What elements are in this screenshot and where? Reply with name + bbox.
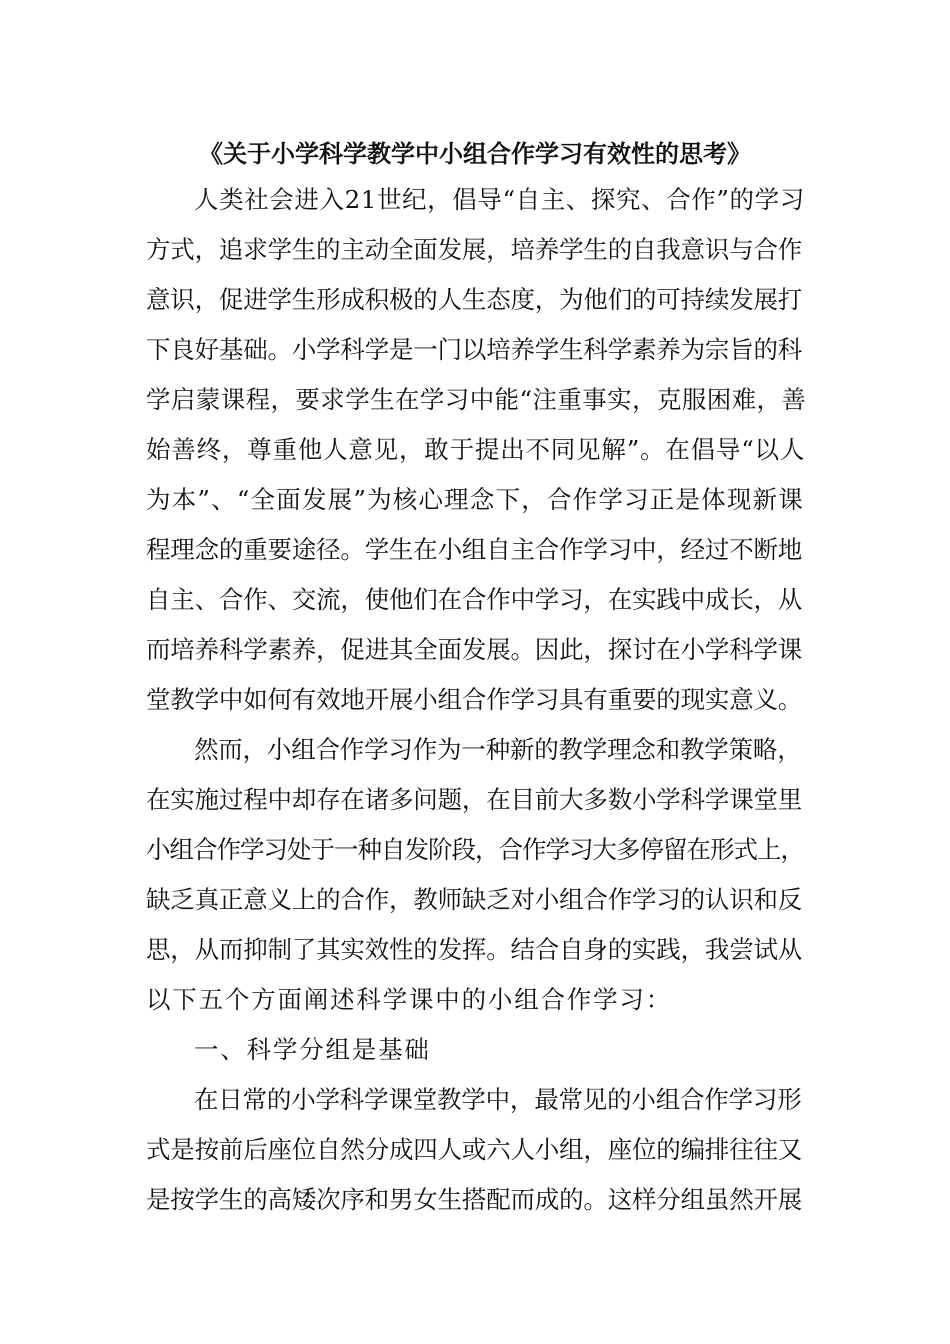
paragraph-line: 为本”、“全面发展”为核心理念下，合作学习正是体现新课: [146, 485, 804, 514]
paragraph-line: 程理念的重要途径。学生在小组自主合作学习中，经过不断地: [146, 535, 803, 564]
document-title: 《关于小学科学教学中小组合作学习有效性的思考》: [199, 139, 751, 168]
paragraph-line: 下良好基础。小学科学是一门以培养学生科学素养为宗旨的科: [146, 335, 803, 364]
paragraph-line: 式是按前后座位自然分成四人或六人小组，座位的编排往往又: [146, 1135, 803, 1164]
paragraph-line: 方式，追求学生的主动全面发展，培养学生的自我意识与合作: [146, 235, 803, 264]
paragraph-line: 思，从而抑制了其实效性的发挥。结合自身的实践，我尝试从: [146, 935, 803, 964]
paragraph-line: 以下五个方面阐述科学课中的小组合作学习：: [146, 985, 672, 1014]
paragraph-line: 堂教学中如何有效地开展小组合作学习具有重要的现实意义。: [146, 685, 803, 714]
paragraph-line: 意识，促进学生形成积极的人生态度，为他们的可持续发展打: [146, 285, 803, 314]
paragraph-line: 是按学生的高矮次序和男女生搭配而成的。这样分组虽然开展: [146, 1185, 803, 1214]
paragraph-line: 在日常的小学科学课堂教学中，最常见的小组合作学习形: [194, 1085, 802, 1114]
paragraph-line: 人类社会进入21世纪，倡导“自主、探究、合作”的学习: [194, 185, 805, 214]
section-heading: 一、科学分组是基础: [194, 1035, 431, 1064]
paragraph-line: 自主、合作、交流，使他们在合作中学习，在实践中成长，从: [146, 585, 803, 614]
paragraph-line: 在实施过程中却存在诸多问题，在目前大多数小学科学课堂里: [146, 785, 803, 814]
paragraph-line: 始善终，尊重他人意见，敢于提出不同见解”。在倡导“以人: [146, 435, 806, 464]
paragraph-line: 小组合作学习处于一种自发阶段，合作学习大多停留在形式上，: [146, 835, 804, 864]
paragraph-line: 而培养科学素养，促进其全面发展。因此，探讨在小学科学课: [146, 635, 803, 664]
paragraph-line: 缺乏真正意义上的合作，教师缺乏对小组合作学习的认识和反: [146, 885, 803, 914]
paragraph-line: 学启蒙课程，要求学生在学习中能“注重事实，克服困难，善: [146, 385, 807, 414]
paragraph-line: 然而，小组合作学习作为一种新的教学理念和教学策略，: [194, 735, 802, 764]
